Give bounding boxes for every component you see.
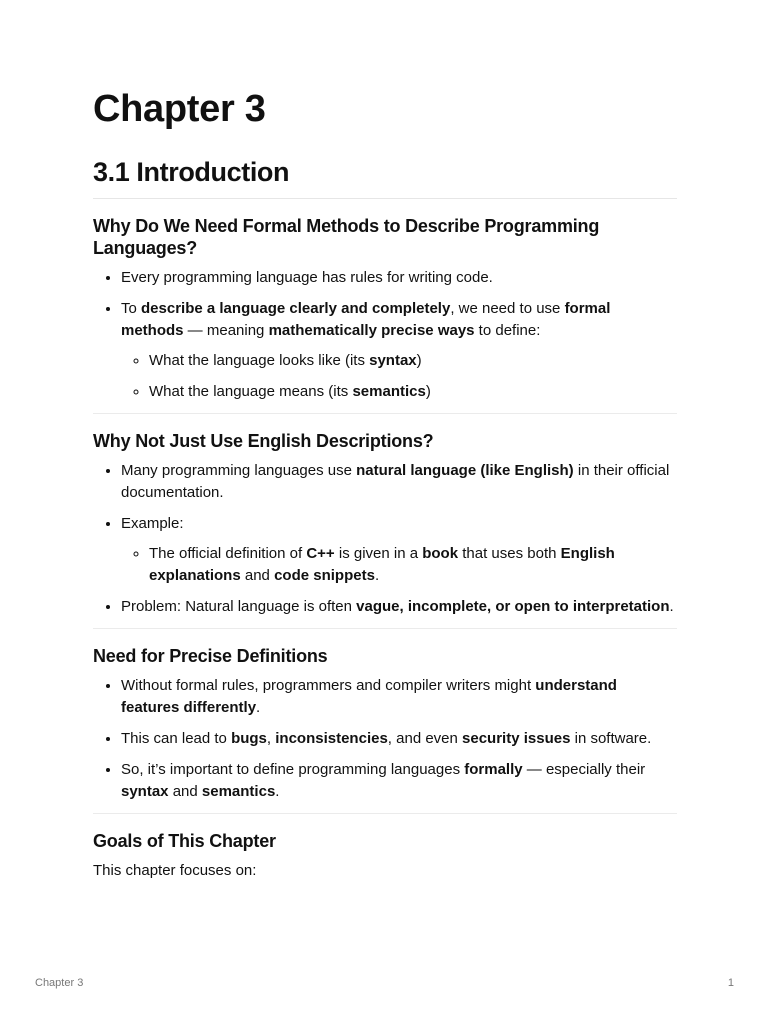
list-item: ◦ What the language means (its semantics) <box>149 381 677 403</box>
list-item: • This can lead to bugs, inconsistencies, and even security issues in software. <box>121 728 677 750</box>
section-formal-methods <box>93 215 677 414</box>
example-sublist <box>121 543 677 587</box>
chapter-title: Chapter 3 <box>93 88 266 130</box>
heading-goals: Goals of This Chapter <box>93 831 276 851</box>
goals-intro: This chapter focuses on: <box>93 862 257 879</box>
english-descriptions-list <box>93 460 677 618</box>
footer-page-number: 1 <box>727 977 734 989</box>
list-item: • Many programming languages use natural language (like English) in their official documentation. <box>121 460 677 504</box>
formal-methods-list <box>93 267 677 403</box>
define-sublist <box>121 350 677 403</box>
list-item: • Example: ◦ The official definition of C++ is given in a book that uses both English explanations and code snippets. <box>121 513 677 587</box>
list-item: ◦ What the language looks like (its syntax) <box>149 350 677 372</box>
heading-precise-definitions: Need for Precise Definitions <box>93 646 328 666</box>
section-title: 3.1 Introduction <box>93 154 677 199</box>
list-item: • So, it’s important to define programming languages formally — especially their syntax and semantics. <box>121 759 677 803</box>
list-item: • Problem: Natural language is often vague, incomplete, or open to interpretation. <box>121 596 677 618</box>
list-item: • Every programming language has rules for writing code. <box>121 267 677 289</box>
section-goals <box>93 830 677 892</box>
section-english-descriptions <box>93 430 677 629</box>
precise-definitions-list <box>93 675 677 803</box>
page-content <box>93 86 677 892</box>
heading-english-descriptions: Why Not Just Use English Descriptions? <box>93 431 434 451</box>
list-item: • To describe a language clearly and completely, we need to use formal methods — meaning mathematically precise ways to define: ◦ What the language looks like (its syntax) ◦ What the language means (its semantics) <box>121 298 677 403</box>
heading-formal-methods: Why Do We Need Formal Methods to Describe Programming Languages? <box>93 216 600 258</box>
footer-chapter-label: Chapter 3 <box>35 977 84 989</box>
list-item: • Without formal rules, programmers and compiler writers might understand features differently. <box>121 675 677 719</box>
section-precise-definitions <box>93 645 677 814</box>
list-item: ◦ The official definition of C++ is given in a book that uses both English explanations and code snippets. <box>149 543 677 587</box>
